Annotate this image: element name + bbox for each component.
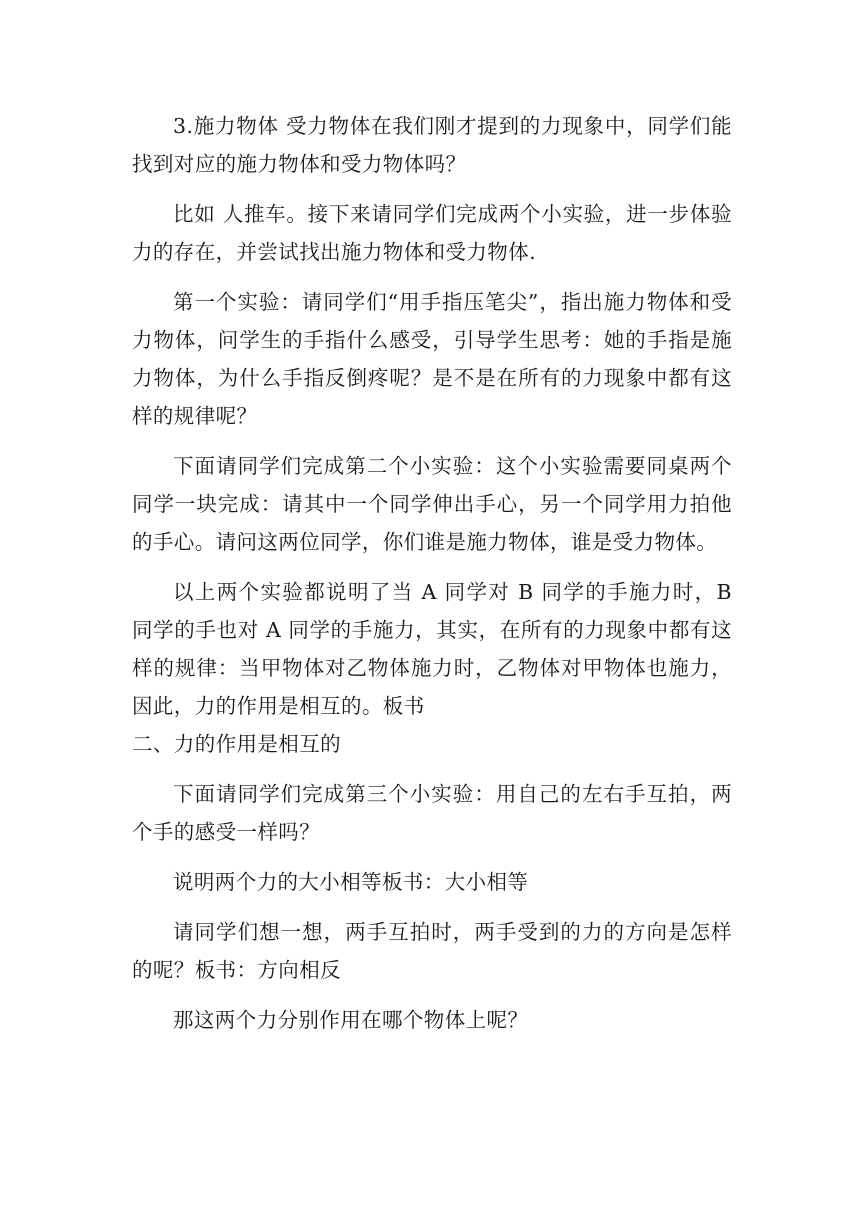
paragraph-example-push-cart: 比如 人推车。接下来请同学们完成两个小实验，进一步体验力的存在，并尝试找出施力物体和受力物体. xyxy=(132,202,732,264)
paragraph-experiment-three: 下面请同学们完成第三个小实验：用自己的左右手互拍，两个手的感受一样吗？ xyxy=(132,782,732,844)
paragraph-acting-objects: 那这两个力分别作用在哪个物体上呢？ xyxy=(173,1008,529,1032)
paragraph-experiment-one: 第一个实验：请同学们“用手指压笔尖”，指出施力物体和受力物体，问学生的手指什么感受，引导学生思考：她的手指是施力物体，为什么手指反倒疼呢？是不是在所有的力现象中都有这样的规律呢？ xyxy=(132,290,732,428)
paragraph-conclusion: 以上两个实验都说明了当 A 同学对 B 同学的手施力时，B 同学的手也对 A 同学的手施力，其实，在所有的力现象中都有这样的规律：当甲物体对乙物体施力时，乙物体对甲物体也施力，因此，力的作用是相互的。板书 xyxy=(132,580,732,718)
paragraph-experiment-two: 下面请同学们完成第二个小实验：这个小实验需要同桌两个同学一块完成：请其中一个同学伸出手心，另一个同学用力拍他的手心。请问这两位同学，你们谁是施力物体，谁是受力物体。 xyxy=(132,454,732,554)
paragraph-equal-magnitude: 说明两个力的大小相等板书：大小相等 xyxy=(173,870,529,894)
section-heading: 二、力的作用是相互的 xyxy=(132,732,341,756)
document-body xyxy=(132,107,732,1051)
paragraph-opposite-direction: 请同学们想一想，两手互拍时，两手受到的力的方向是怎样的呢？板书：方向相反 xyxy=(132,920,732,982)
paragraph-force-objects: 3.施力物体 受力物体在我们刚才提到的力现象中，同学们能找到对应的施力物体和受力物体吗？ xyxy=(132,114,732,176)
